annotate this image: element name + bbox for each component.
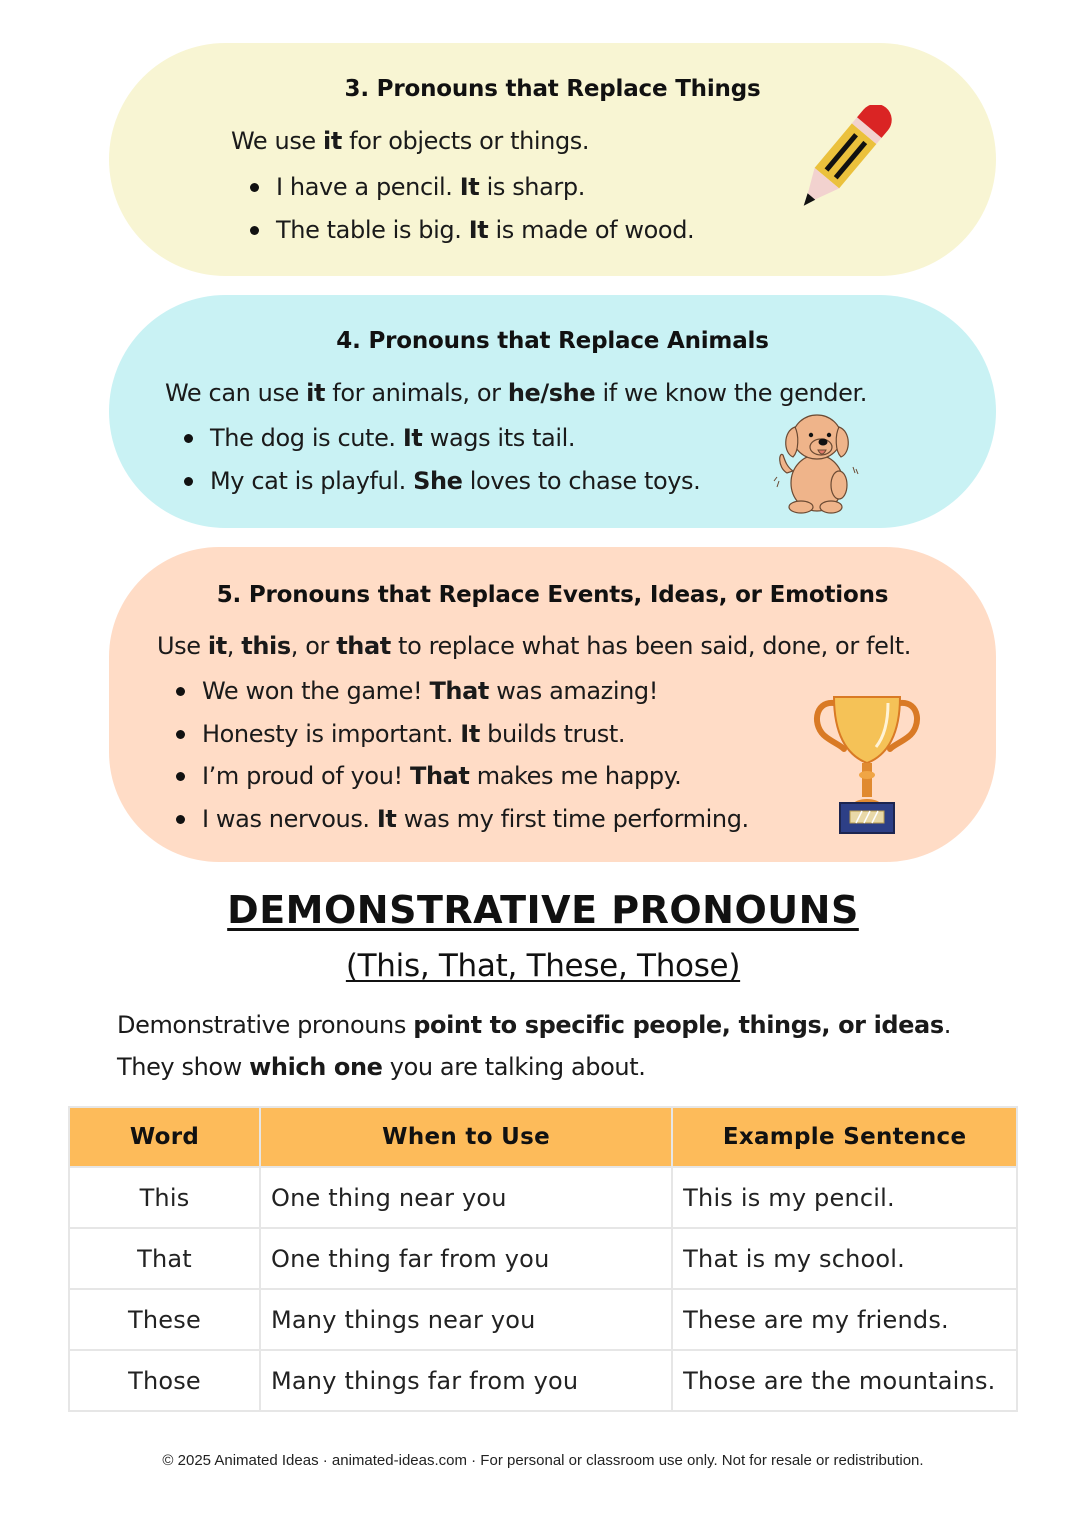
cell-example: These are my friends.: [672, 1289, 1017, 1350]
list-item: My cat is playful. She loves to chase toys.: [184, 465, 700, 508]
section-events: [109, 547, 996, 862]
cell-example: This is my pencil.: [672, 1167, 1017, 1228]
pencil-icon: [765, 105, 900, 240]
page-subtitle: (This, That, These, Those): [345, 948, 741, 984]
bullet-icon: [176, 730, 185, 739]
cell-example: That is my school.: [672, 1228, 1017, 1289]
cell-word: This: [69, 1167, 260, 1228]
footer-copyright: © 2025 Animated Ideas · animated-ideas.com · For personal or classroom use only. Not for resale or redistribution.: [162, 1452, 924, 1469]
table-row: [69, 1228, 1017, 1289]
page-title: DEMONSTRATIVE PRONOUNS: [227, 888, 859, 932]
bullet-icon: [176, 687, 185, 696]
list-item: We won the game! That was amazing!: [176, 675, 749, 718]
table-row: [69, 1289, 1017, 1350]
cell-word: Those: [69, 1350, 260, 1411]
demonstrative-table: [68, 1106, 1018, 1412]
bullet-icon: [250, 226, 259, 235]
list-item: The dog is cute. It wags its tail.: [184, 422, 700, 465]
section-intro: Use it, this, or that to replace what has been said, done, or felt.: [157, 632, 911, 660]
section-intro: We can use it for animals, or he/she if we know the gender.: [165, 379, 867, 407]
bullet-icon: [184, 477, 193, 486]
list-item: I’m proud of you! That makes me happy.: [176, 760, 749, 803]
section-title: 3. Pronouns that Replace Things: [344, 76, 761, 102]
puppy-icon: [773, 411, 859, 515]
cell-when: Many things near you: [260, 1289, 672, 1350]
cell-word: That: [69, 1228, 260, 1289]
bullet-icon: [250, 183, 259, 192]
cell-word: These: [69, 1289, 260, 1350]
list-item: Honesty is important. It builds trust.: [176, 718, 749, 761]
section-things: [109, 43, 996, 276]
example-list: [176, 675, 749, 845]
section-animals: [109, 295, 996, 528]
list-item: The table is big. It is made of wood.: [250, 214, 694, 257]
section-intro: We use it for objects or things.: [231, 127, 590, 155]
description-line-1: Demonstrative pronouns point to specific people, things, or ideas.: [117, 1011, 951, 1039]
bullet-icon: [184, 434, 193, 443]
table-row: [69, 1350, 1017, 1411]
table-header-row: [69, 1107, 1017, 1167]
bullet-icon: [176, 772, 185, 781]
cell-when: One thing far from you: [260, 1228, 672, 1289]
table-row: [69, 1167, 1017, 1228]
bullet-icon: [176, 815, 185, 824]
column-header-when: When to Use: [260, 1107, 672, 1167]
example-list: [250, 171, 694, 256]
column-header-word: Word: [69, 1107, 260, 1167]
cell-when: Many things far from you: [260, 1350, 672, 1411]
section-title: 4. Pronouns that Replace Animals: [336, 328, 769, 354]
example-list: [184, 422, 700, 507]
section-title: 5. Pronouns that Replace Events, Ideas, or Emotions: [216, 582, 889, 608]
cell-example: Those are the mountains.: [672, 1350, 1017, 1411]
cell-when: One thing near you: [260, 1167, 672, 1228]
trophy-icon: [812, 693, 922, 835]
column-header-example: Example Sentence: [672, 1107, 1017, 1167]
description-line-2: They show which one you are talking about.: [117, 1053, 646, 1081]
list-item: I was nervous. It was my first time performing.: [176, 803, 749, 846]
list-item: I have a pencil. It is sharp.: [250, 171, 694, 214]
